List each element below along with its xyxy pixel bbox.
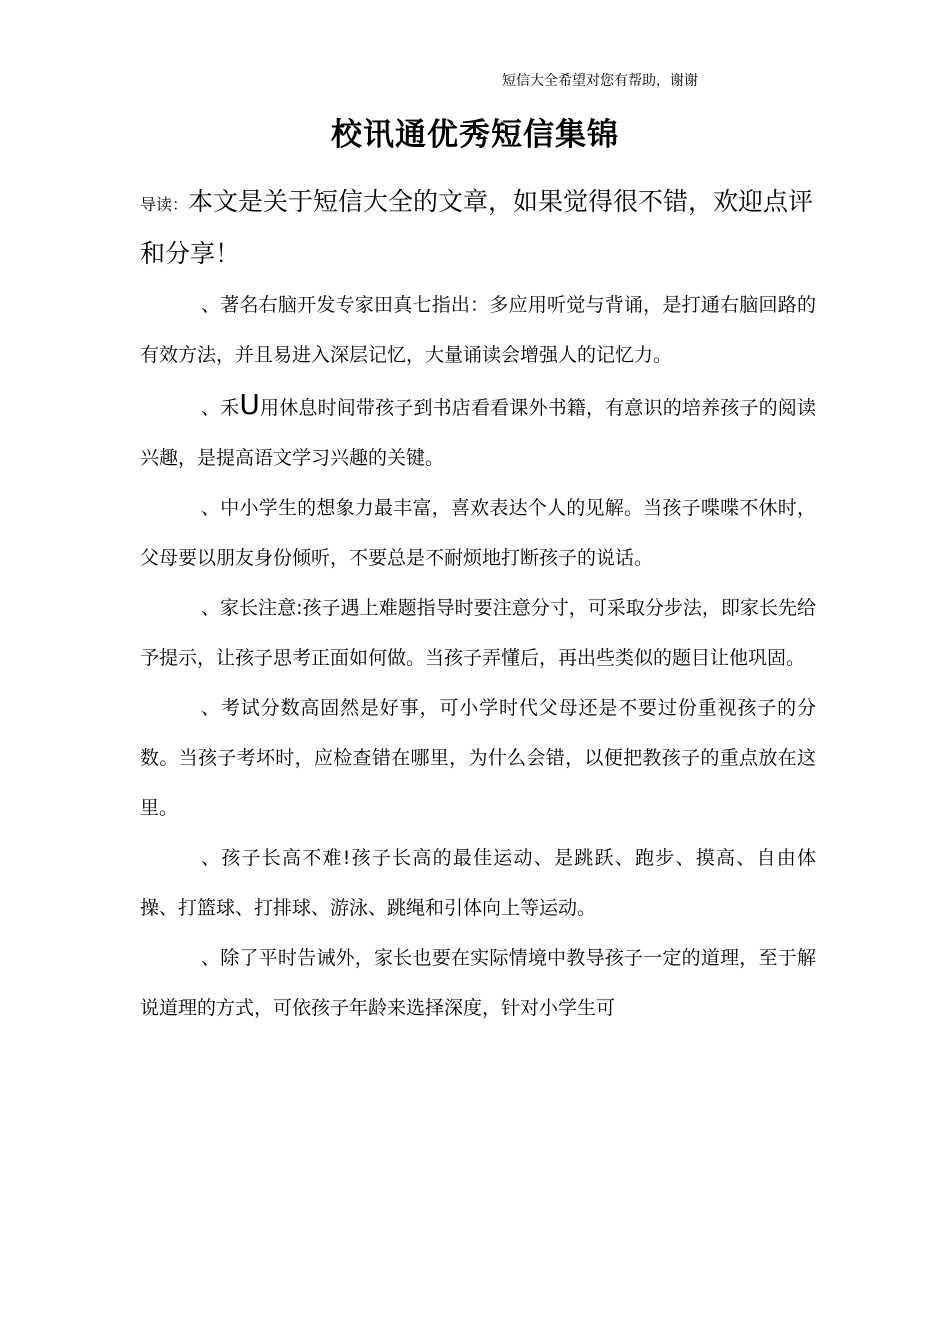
page-title: 校讯通优秀短信集锦 [331, 117, 619, 153]
paragraph-3: 、中小学生的想象力最丰富，喜欢表达个人的见解。当孩子喋喋不休时，父母要以朋友身份倾听，不要总是不耐烦地打断孩子的说话。 [140, 497, 816, 569]
paragraph-1: 、著名右脑开发专家田真七指出：多应用听觉与背诵，是打通右脑回路的有效方法，并且易进入深层记忆，大量诵读会增强人的记忆力。 [140, 294, 816, 366]
paragraph-2 [140, 380, 816, 483]
paragraph-2-rest: 用休息时间带孩子到书店看看课外书籍，有意识的培养孩子的阅读兴趣，是提高语文学习兴趣的关键。 [140, 397, 816, 469]
paragraph-2-start: 、禾 [201, 397, 240, 419]
paragraph-7: 、除了平时告诫外，家长也要在实际情境中教导孩子一定的道理，至于解说道理的方式，可依孩子年龄来选择深度，针对小学生可 [140, 947, 816, 1019]
intro-text: 本文是关于短信大全的文章，如果觉得很不错，欢迎点评和分享！ [140, 187, 814, 268]
intro [140, 177, 816, 278]
intro-label: 导读： [140, 195, 189, 214]
paragraph-5: 、考试分数高固然是好事，可小学时代父母还是不要过份重视孩子的分数。当孩子考坏时，应检查错在哪里，为什么会错，以便把教孩子的重点放在这里。 [140, 697, 816, 819]
paragraph-4: 、家长注意:孩子遇上难题指导时要注意分寸，可采取分步法，即家长先给予提示，让孩子思考正面如何做。当孩子弄懂后，再出些类似的题目让他巩固。 [140, 597, 816, 669]
document-body [140, 280, 816, 1033]
header-note: 短信大全希望对您有帮助，谢谢 [502, 73, 698, 89]
paragraph-6: 、孩子长高不难!孩子长高的最佳运动、是跳跃、跑步、摸高、自由体操、打篮球、打排球、游泳、跳绳和引体向上等运动。 [140, 847, 816, 919]
paragraph-2-large-letter: U [239, 388, 260, 421]
